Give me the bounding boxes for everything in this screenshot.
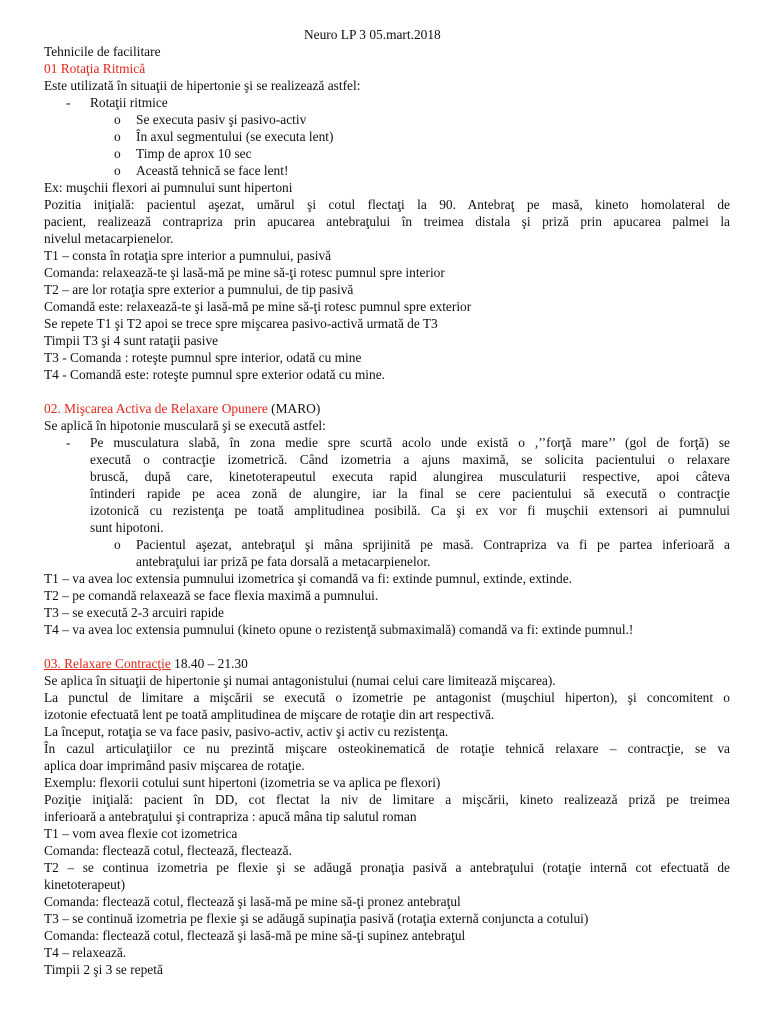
step-line: T1 – va avea loc extensia pumnului izometrica şi comandă va fi: extinde pumnul, extinde, extinde. xyxy=(44,571,573,586)
dash-item-text: Rotaţii ritmice xyxy=(90,95,168,110)
section-2-intro: Se aplică în hipotonie musculară şi se execută astfel: xyxy=(44,418,326,433)
intro-heading: Tehnicile de facilitare xyxy=(44,44,161,59)
dash-marker: - xyxy=(66,435,71,450)
command-line: Comanda: relaxează-te şi lasă-mă pe mine să-ţi rotesc pumnul spre interior xyxy=(44,265,445,280)
dash-item-text: izotonică cu rezistenţa pe toată amplitudinea posibilă. Ca şi ex vor fi muşchii extensori ai pumnului xyxy=(90,503,730,518)
text-line: Timpii 2 şi 3 se repetă xyxy=(44,962,163,977)
step-line: T1 – vom avea flexie cot izometrica xyxy=(44,826,238,841)
bullet-marker: o xyxy=(114,537,121,552)
dash-item-text: execută o contracţie izometrică. Când izometria a ajuns maximă, se solicita pacientului o relaxare xyxy=(90,452,730,467)
text-line: Timpii T3 şi 4 sunt rataţii pasive xyxy=(44,333,219,348)
example-line: Ex: muşchii flexori ai pumnului sunt hipertoni xyxy=(44,180,293,195)
text-line: La început, rotaţia se va face pasiv, pasivo-activ, activ şi activ cu rezistenţa. xyxy=(44,724,449,739)
step-line: T3 – se continuă izometria pe flexie şi se adăugă supinaţia pasivă (rotaţia externă conjuncta a cotului) xyxy=(44,911,589,926)
text-line: În cazul articulaţiilor ce nu prezintă mişcare osteokinematică de rotaţie tehnică relaxare – contracţie, se va xyxy=(44,741,730,756)
section-2-title-suffix: (MARO) xyxy=(267,401,321,416)
page-header: Neuro LP 3 05.mart.2018 xyxy=(304,27,441,42)
section-1-title: 01 Rotaţia Ritmică xyxy=(44,61,146,76)
command-line: Comandă este: relaxează-te şi lasă-mă pe mine să-ţi rotesc pumnul spre exterior xyxy=(44,299,472,314)
bullet-marker: o xyxy=(114,146,121,161)
step-line: T4 – relaxează. xyxy=(44,945,127,960)
bullet-text: antebraţului iar priză pe fata dorsală a metacarpienelor. xyxy=(136,554,431,569)
text-line: izotonie efectuată lent pe toată amplitudinea de mişcare de rotaţie din art respectivă. xyxy=(44,707,495,722)
section-3-time: 18.40 – 21.30 xyxy=(170,656,248,671)
step-line: T2 – are lor rotaţia spre exterior a pumnului, de tip pasivă xyxy=(44,282,354,297)
command-line: T4 - Comandă este: roteşte pumnul spre exterior odată cu mine. xyxy=(44,367,385,382)
section-2-title xyxy=(44,400,730,417)
command-line: Comanda: flectează cotul, flectează şi lasă-mă pe mine să-ţi supinez antebraţul xyxy=(44,928,466,943)
bullet-marker: o xyxy=(114,163,121,178)
section-3-title xyxy=(44,655,730,672)
dash-item-text: întinderi rapide pe acea zonă de alungire, iar la final se cere pacientului să execută o contracţie xyxy=(90,486,730,501)
step-line: T3 – se execută 2-3 arcuiri rapide xyxy=(44,605,224,620)
section-1-intro: Este utilizată în situaţii de hipertonie şi se realizează astfel: xyxy=(44,78,361,93)
step-line: T2 – pe comandă relaxează se face flexia maximă a pumnului. xyxy=(44,588,379,603)
dash-item-text: sunt hipotoni. xyxy=(90,520,164,535)
step-line: T2 – se continua izometria pe flexie şi se adăugă pronaţia pasivă a antebraţului (rotaţie internă cot efectuată de xyxy=(44,860,730,875)
bullet-text: Pacientul aşezat, antebraţul şi mâna sprijinită pe masă. Contrapriza va fi pe partea inferioară a xyxy=(136,537,730,552)
position-line: Pozitia iniţială: pacientul aşezat, umărul şi cotul flectaţi la 90. Antebraţ pe masă, kineto homolateral de xyxy=(44,197,730,212)
step-line: T4 – va avea loc extensia pumnului (kineto opune o rezistenţă submaximală) comandă va fi: extinde pumnul.! xyxy=(44,622,634,637)
bullet-marker: o xyxy=(114,129,121,144)
section-2-title-text: 02. Mişcarea Activa de Relaxare Opunere xyxy=(44,401,268,416)
position-line: pacient, realizează contrapriza prin apucarea antebraţului în treimea distala şi priză prin apucarea palmei la xyxy=(44,214,730,229)
dash-item-text: bruscă, după care, kinetoterapeutul executa rapid alungirea musculaturii respective, apoi câteva xyxy=(90,469,730,484)
text-line: Se repete T1 şi T2 apoi se trece spre mişcarea pasivo-activă urmată de T3 xyxy=(44,316,438,331)
text-line: La punctul de limitare a mişcării se execută o izometrie pe antagonist (muşchiul hiperton), şi concomitent o xyxy=(44,690,730,705)
position-line: inferioară a antebraţului şi contrapriza : apucă mâna tip salutul roman xyxy=(44,809,417,824)
bullet-marker: o xyxy=(114,112,121,127)
section-3-title-text: 03. Relaxare Contracţie xyxy=(44,656,171,671)
dash-marker: - xyxy=(66,95,71,110)
example-line: Exemplu: flexorii cotului sunt hipertoni (izometria se va aplica pe flexori) xyxy=(44,775,441,790)
step-line: kinetoterapeut) xyxy=(44,877,126,892)
bullet-text: Timp de aprox 10 sec xyxy=(136,146,252,161)
position-line: nivelul metacarpienelor. xyxy=(44,231,174,246)
text-line: aplica doar imprimând pasiv mişcarea de rotaţie. xyxy=(44,758,305,773)
command-line: Comanda: flectează cotul, flectează, flectează. xyxy=(44,843,292,858)
bullet-text: Această tehnică se face lent! xyxy=(136,163,289,178)
text-line: Se aplica în situaţii de hipertonie şi numai antagonistului (numai celui care limitează mişcarea). xyxy=(44,673,556,688)
dash-item-text: Pe musculatura slabă, în zona medie spre scurtă acolo unde există o ,’’forţă mare’’ (gol de forţă) se xyxy=(90,435,730,450)
step-line: T1 – consta în rotaţia spre interior a pumnului, pasivă xyxy=(44,248,332,263)
position-line: Poziţie iniţială: pacient în DD, cot flectat la niv de limitare a mişcării, kineto realizează priză pe treimea xyxy=(44,792,730,807)
command-line: T3 - Comanda : roteşte pumnul spre interior, odată cu mine xyxy=(44,350,362,365)
bullet-text: În axul segmentului (se executa lent) xyxy=(136,129,334,144)
bullet-text: Se executa pasiv şi pasivo-activ xyxy=(136,112,307,127)
command-line: Comanda: flectează cotul, flectează şi lasă-mă pe mine să-ţi pronez antebraţul xyxy=(44,894,461,909)
